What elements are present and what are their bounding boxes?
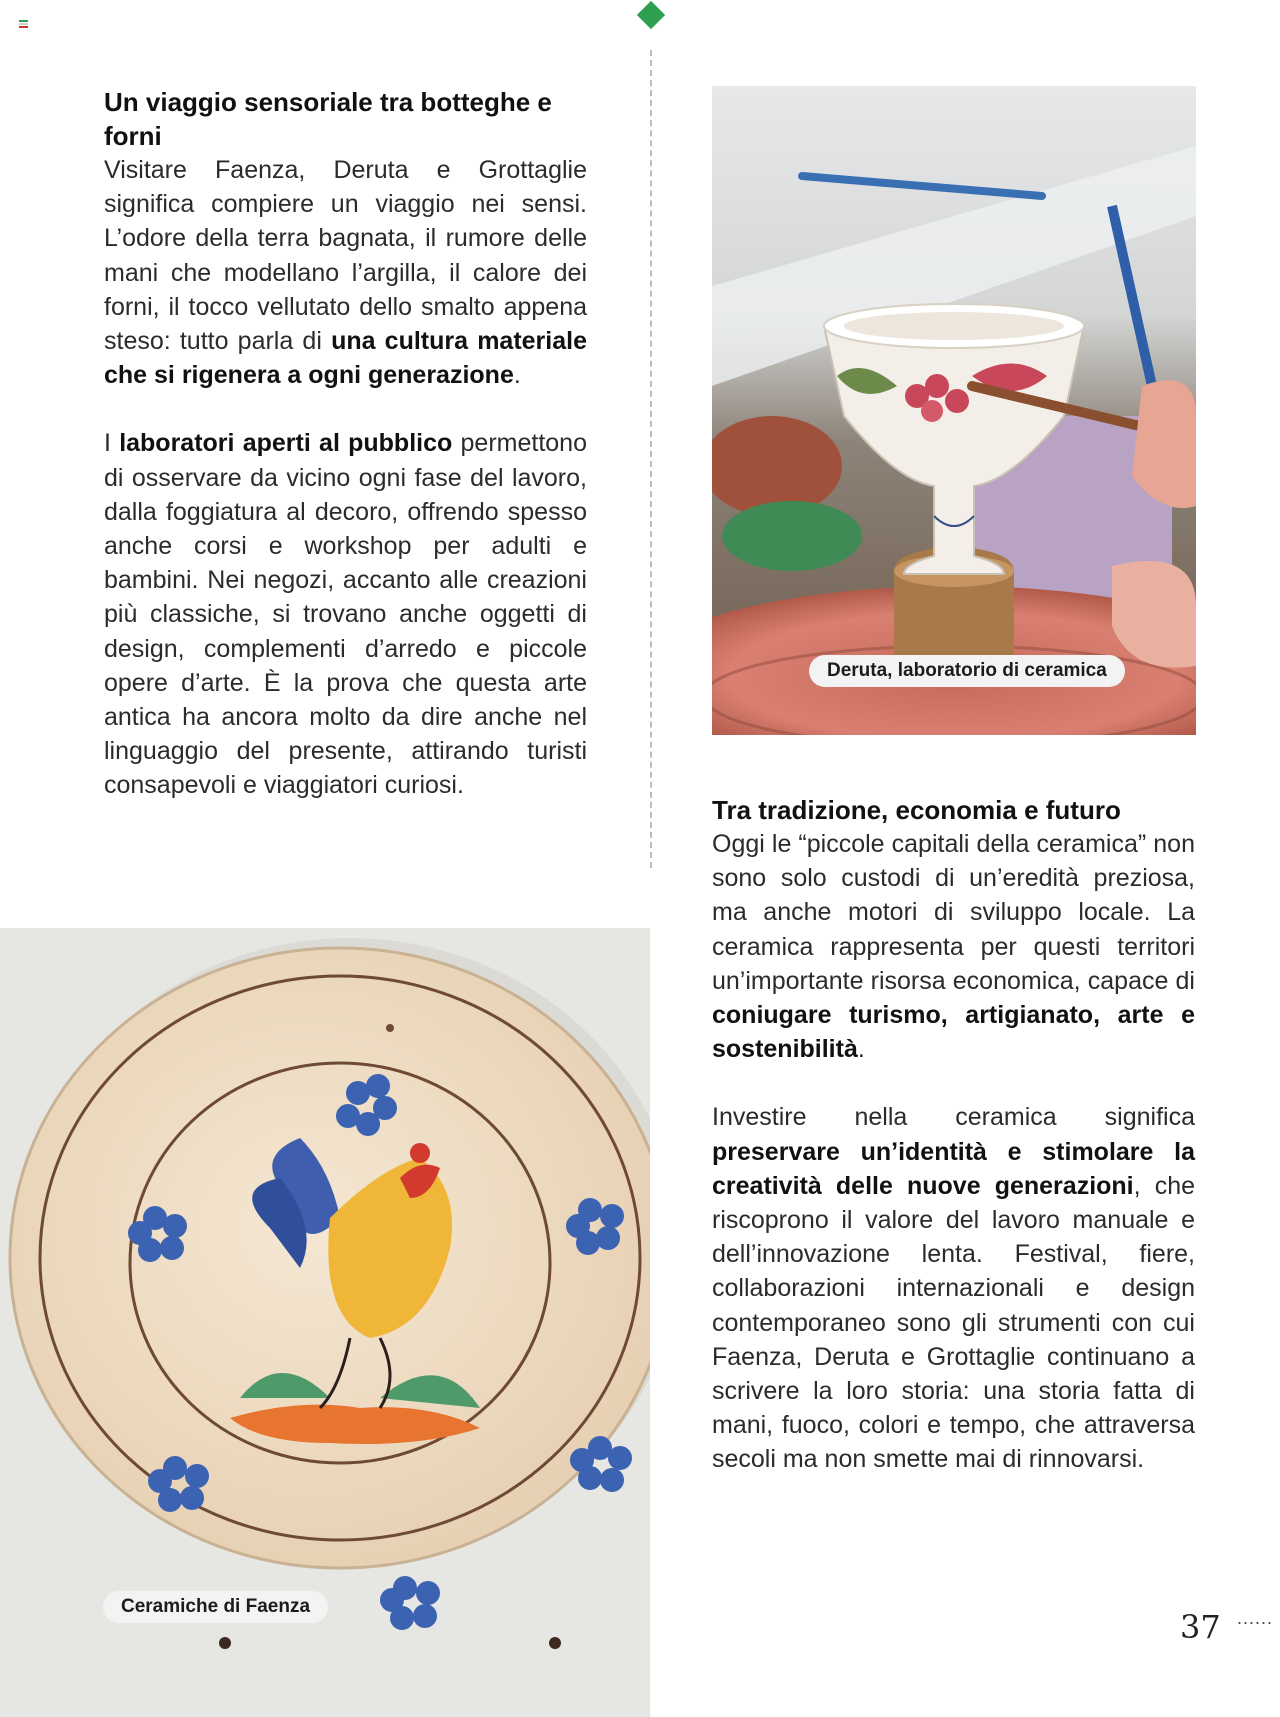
- right-p2-start: Investire nella ceramica significa: [712, 1103, 1195, 1132]
- left-paragraph-1: [104, 153, 587, 392]
- left-heading: Un viaggio sensoriale tra botteghe e forni: [104, 87, 552, 151]
- deruta-illustration: [712, 86, 1196, 735]
- right-heading: Tra tradizione, economia e futuro: [712, 795, 1121, 825]
- right-paragraph-2: [712, 1100, 1195, 1476]
- right-column: [712, 793, 1195, 1477]
- right-p2-bold: preservare un’identità e stimolare la creatività delle nuove generazioni: [712, 1137, 1195, 1200]
- right-p2-text: , che riscoprono il valore del lavoro manuale e dell’innovazione lenta. Festival, fiere, collaborazioni internazionali e design contemporaneo sono gli strumenti con cui Faenza, Deruta e Grottaglie continuano a scrivere la loro storia: una storia fatta di mani, fuoco, colori e tempo, che attraversa secoli ma non smette mai di rinnovarsi.: [712, 1171, 1196, 1474]
- right-p1-text: Oggi le “piccole capitali della ceramica” non sono solo custodi di un’eredità preziosa, ma anche motori di sviluppo locale. La ceramica rappresenta per questi territori un’importante risorsa economica, capace di: [712, 830, 1195, 995]
- faenza-caption: Ceramiche di Faenza: [103, 1591, 328, 1623]
- right-p1-bold: coniugare turismo, artigianato, arte e sostenibilità: [712, 1001, 1195, 1064]
- faenza-photo: [0, 928, 650, 1717]
- column-divider: [650, 50, 652, 868]
- right-p1-end: .: [857, 1035, 865, 1064]
- left-p1-text: Visitare Faenza, Deruta e Grottaglie significa compiere un viaggio nei sensi. L’odore della terra bagnata, il rumore delle mani che modellano l’argilla, il calore dei forni, il tocco vellutato dello smalto appena steso: tutto parla di: [104, 156, 587, 356]
- left-p1-end: .: [513, 361, 521, 390]
- left-p2-text: permettono di osservare da vicino ogni fase del lavoro, dalla foggiatura al decoro, offrendo spesso anche corsi e workshop per adulti e bambini. Nei negozi, accanto alle creazioni più classiche, si trovano anche oggetti di design, complementi d’arredo e piccole opere d’arte. È la prova che questa arte antica ha ancora molto da dire anche nel linguaggio del presente, attirando turisti consapevoli e viaggiatori curiosi.: [104, 429, 587, 800]
- left-paragraph-2: [104, 426, 587, 802]
- page-number: 37: [1180, 1608, 1221, 1646]
- flag-icon: [19, 20, 28, 27]
- left-column: [104, 85, 587, 803]
- right-paragraph-1: [712, 827, 1195, 1066]
- left-p1-bold: una cultura materiale che si rigenera a ogni generazione: [104, 327, 587, 390]
- diamond-icon: [637, 1, 665, 29]
- page-number-dots: ......: [1237, 1608, 1274, 1628]
- left-p2-bold: laboratori aperti al pubblico: [119, 429, 453, 458]
- deruta-photo: [712, 86, 1196, 735]
- left-p2-start: I: [104, 429, 120, 458]
- deruta-caption: Deruta, laboratorio di ceramica: [809, 655, 1125, 687]
